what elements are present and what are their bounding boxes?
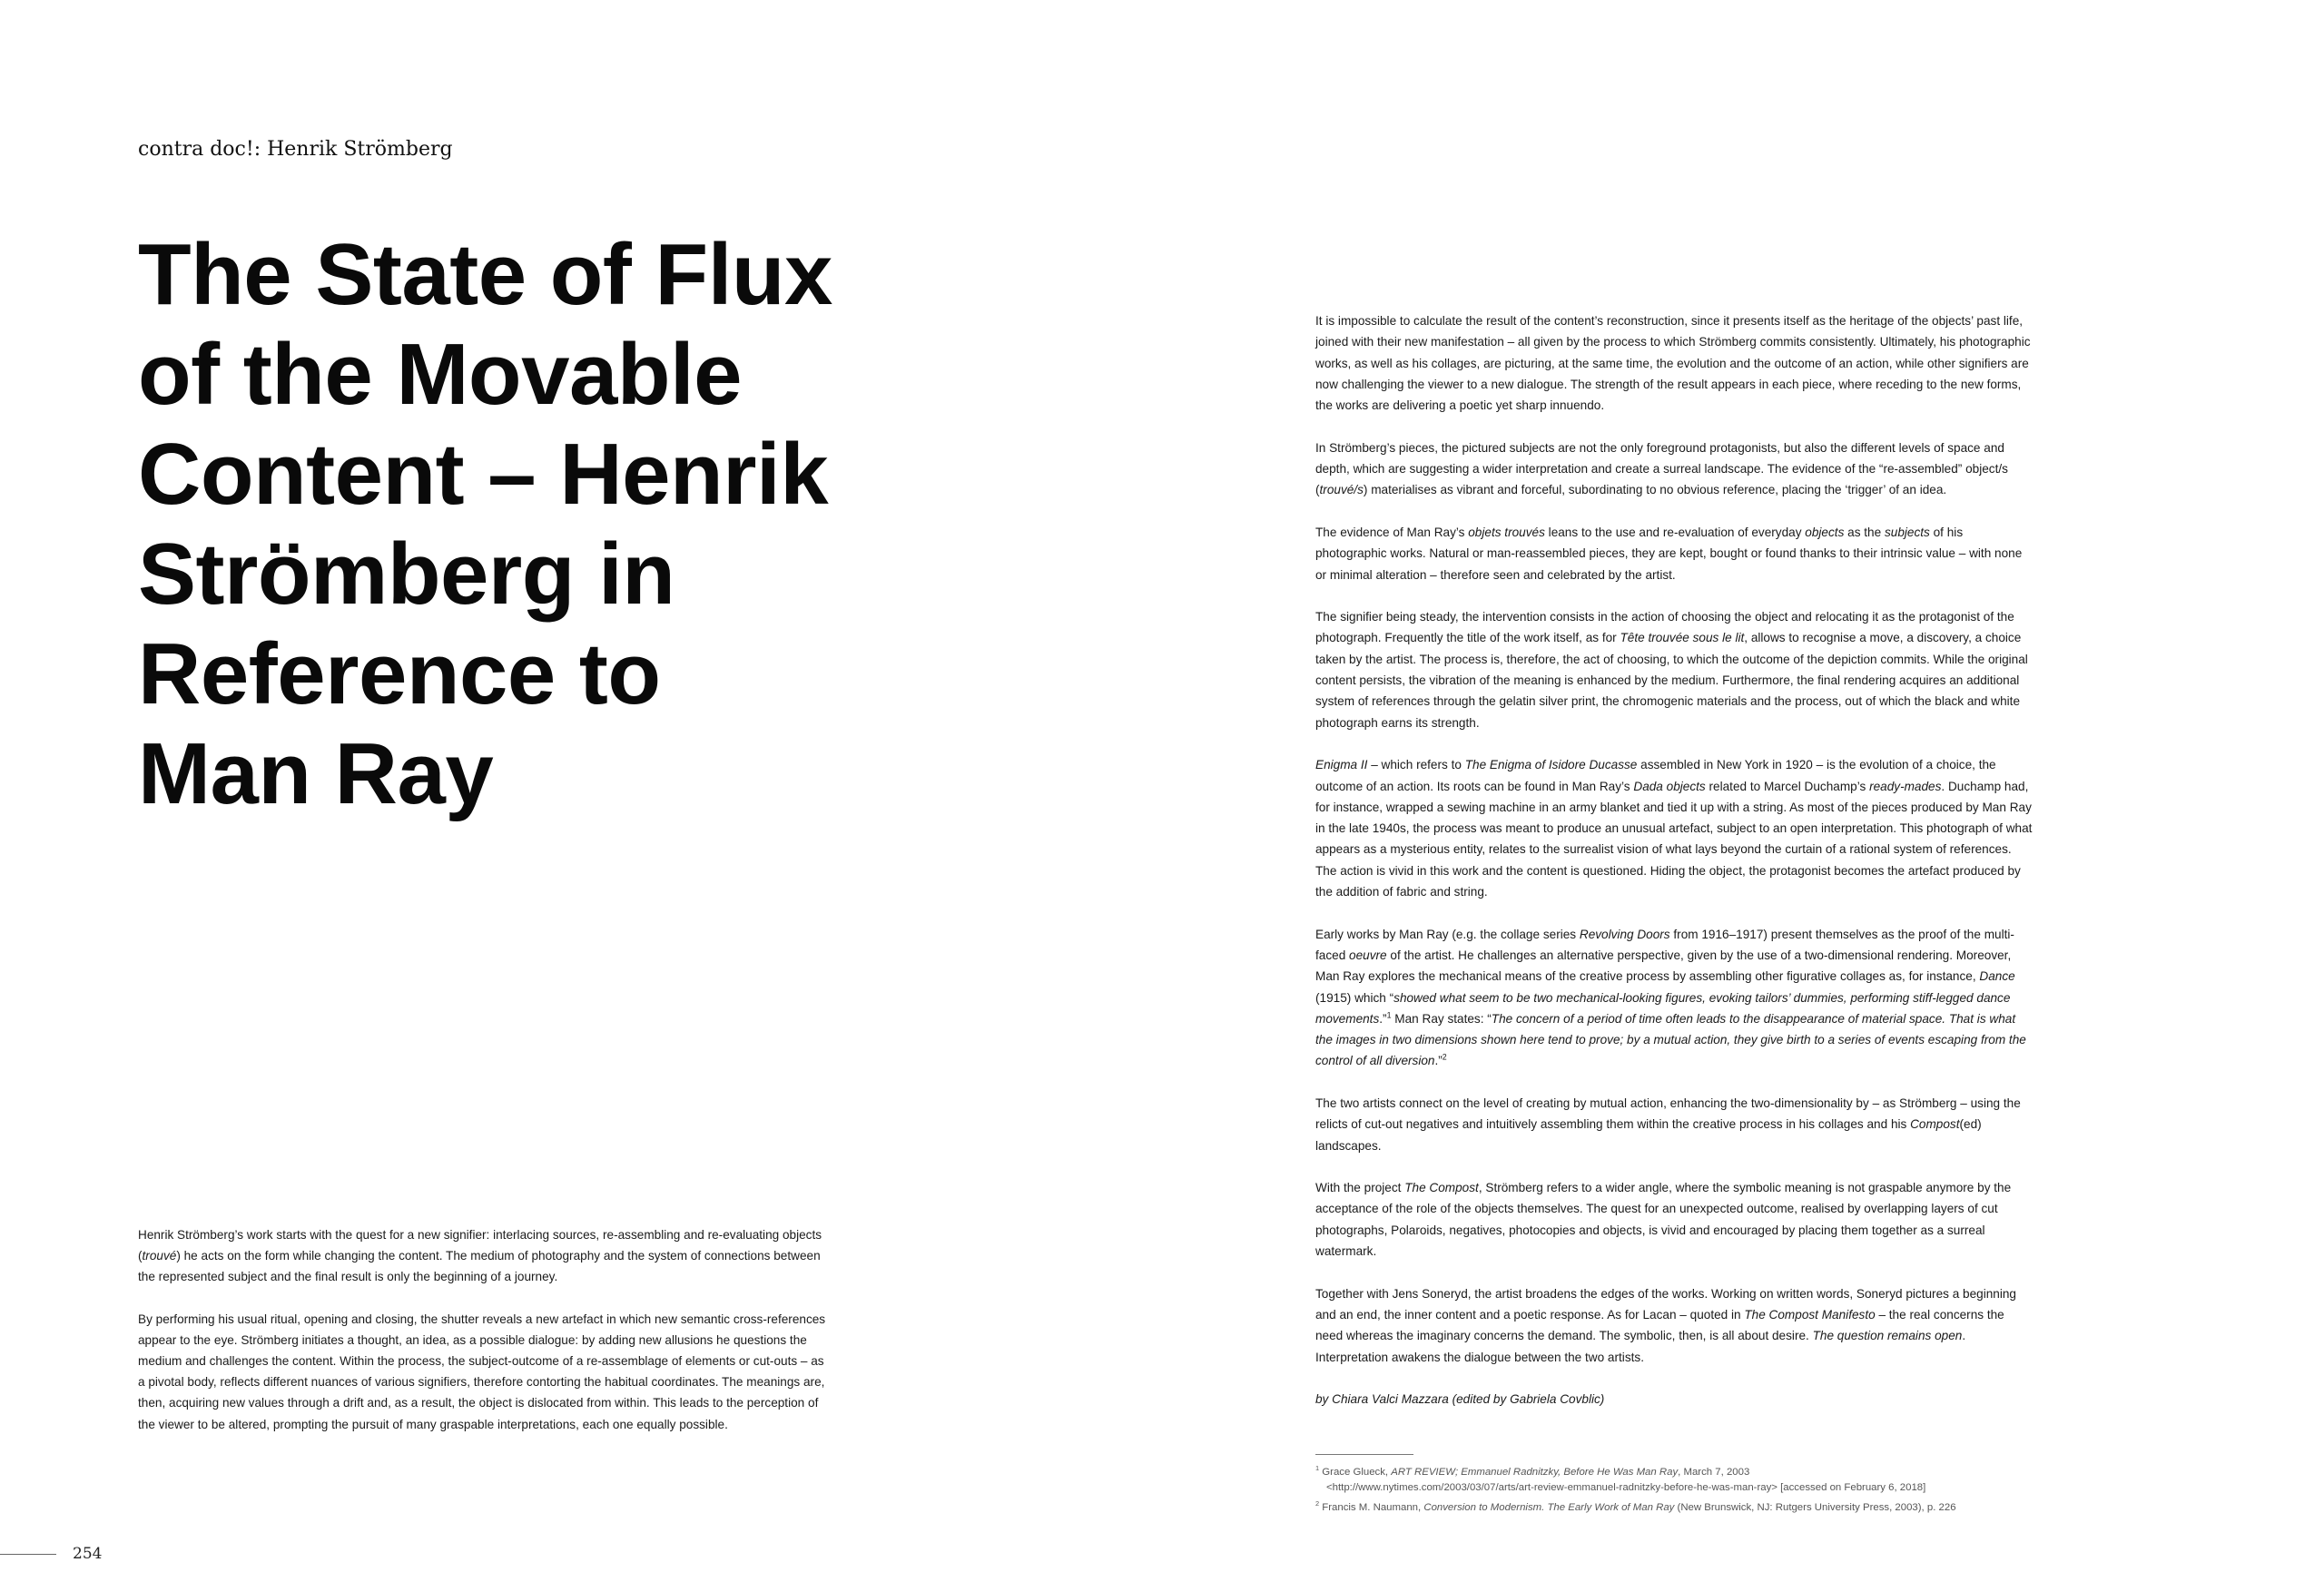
text-run: , March 7, 2003	[1678, 1467, 1750, 1478]
text-run: Man Ray states: “	[1391, 1011, 1492, 1026]
italic-run: Enigma II	[1315, 758, 1368, 772]
body-column	[1315, 310, 2033, 1410]
body-paragraph	[1315, 924, 2033, 1072]
italic-run: Tête trouvée sous le lit	[1620, 631, 1745, 645]
text-run: The signifier being steady, the intervention consists in the action of choosing the object and relocating it as the protagonist of the photograph. Frequently the title of the work itself, as for	[1315, 610, 2014, 645]
body-paragraph	[1315, 1177, 2033, 1262]
text-run: Early works by Man Ray (e.g. the collage series	[1315, 927, 1580, 941]
text-run: (New Brunswick, NJ: Rutgers University Press, 2003), p. 226	[1674, 1502, 1956, 1513]
title-line: Reference to	[138, 625, 661, 722]
body-paragraph	[1315, 754, 2033, 902]
text-run: as the	[1844, 525, 1885, 539]
page-number: 254	[73, 1545, 103, 1563]
text-run: .”	[1379, 1011, 1387, 1026]
text-run: Together with Jens Soneryd, the artist broadens the edges of the works. Working on written words, Soneryd pictures a beginning and an end, the inner content and a poetic response. As for Lacan – quoted in	[1315, 1286, 2016, 1322]
text-run: (ed) landscapes.	[1315, 1117, 1982, 1153]
intro-paragraph: By performing his usual ritual, opening and closing, the shutter reveals a new artefact in which new semantic cross-references appear to the eye. Strömberg initiates a thought, an idea, as a possible dialogue: by adding new allusions he questions the medium and challenges the content. Within the process, the subject-outcome of a re-assemblage of elements or cut-outs – as a pivotal body, reflects different nuances of various signifiers, therefore contorting the habitual coordinates. The meanings are, then, acquiring new values through a drift and, as a result, the object is dislocated from within. This leads to the perception of the viewer to be altered, prompting the pursuit of many graspable interpretations, each one equally possible.	[138, 1312, 826, 1431]
italic-run: The Compost	[1404, 1181, 1479, 1195]
text-run: , allows to recognise a move, a discovery, a choice taken by the artist. The process is, therefore, the act of choosing, to which the outcome of the depiction commits. While the original content persists, the vibration of the meaning is enhanced by the medium. Furthermore, the final rendering acquires an additional system of references through the gelatin silver print, the chromogenic materials and the process, out of which the black and white photograph earns its strength.	[1315, 631, 2028, 730]
byline: by Chiara Valci Mazzara (edited by Gabriela Covblic)	[1315, 1392, 1605, 1407]
italic-run: oeuvre	[1349, 948, 1387, 962]
text-run: leans to the use and re-evaluation of everyday	[1544, 525, 1806, 539]
body-paragraph	[1315, 1093, 2033, 1156]
footnote	[1315, 1500, 2060, 1516]
text-run: – which refers to	[1367, 758, 1465, 772]
folio-rule	[0, 1554, 56, 1555]
italic-run: showed what seem to be two mechanical-looking figures, evoking tailors’ dummies, performing stiff-legged dance movements	[1315, 990, 2011, 1026]
italic-run: objects	[1805, 525, 1845, 539]
footnote-url: <http://www.nytimes.com/2003/03/07/arts/art-review-emmanuel-radnitzky-before-he-was-man-ray> [accessed on February 6, 2018]	[1326, 1481, 1926, 1493]
intro-column	[138, 1224, 828, 1435]
text-run: Henrik Strömberg’s work starts with the quest for a new signifier: interlacing sources, re-assembling and re-evaluating objects (	[138, 1228, 822, 1263]
footnote-ref: 1	[1386, 1010, 1392, 1020]
italic-run: Dada objects	[1633, 779, 1706, 793]
italic-run: subjects	[1884, 525, 1930, 539]
running-head: contra doc!: Henrik Strömberg	[138, 138, 453, 161]
title-line: Content – Henrik	[138, 426, 829, 523]
text-run: .”	[1434, 1054, 1443, 1068]
footnotes	[1315, 1465, 2060, 1516]
footnote-divider	[1315, 1454, 1413, 1455]
title-line: The State of Flux	[138, 226, 832, 323]
text-run: The evidence of Man Ray’s	[1315, 525, 1469, 539]
body-paragraph	[1315, 437, 2033, 501]
text-run: of his photographic works. Natural or man-reassembled pieces, they are kept, bought or found thanks to their intrinsic value – with none or minimal alteration – therefore seen and celebrated by the artist.	[1315, 525, 2023, 582]
text-run: Francis M. Naumann,	[1319, 1502, 1424, 1513]
footnote-number: 1	[1315, 1464, 1320, 1473]
italic-run: Revolving Doors	[1579, 927, 1670, 941]
text-run: . Duchamp had, for instance, wrapped a sewing machine in an army blanket and tied it up with a string. As most of the pieces produced by Man Ray in the late 1940s, the process was meant to produce an unusual artefact, subject to an open interpretation. This photograph of what appears as a mysterious entity, relates to the surrealist vision of what lays beyond the curtain of a rational system of references. The action is vivid in this work and the content is questioned. Hiding the object, the protagonist becomes the artefact produced by the addition of fabric and string.	[1315, 779, 2033, 899]
intro-paragraph	[138, 1224, 828, 1288]
italic-run: ready-mades	[1869, 779, 1942, 793]
body-paragraph: It is impossible to calculate the result of the content’s reconstruction, since it presents itself as the heritage of the objects’ past life, joined with their new manifestation – all given by the process to which Strömberg commits consistently. Ultimately, his photographic works, as well as his collages, are picturing, at the same time, the evolution and the outcome of an action, while other signifiers are now challenging the viewer to a new dialogue. The strength of the result appears in each piece, where receding to the new forms, the works are delivering a poetic yet sharp innuendo.	[1315, 314, 2031, 413]
text-run: – the real concerns the need whereas the imaginary concerns the demand. The symbolic, then, is all about desire.	[1315, 1307, 2004, 1343]
italic-run: trouvé/s	[1319, 483, 1364, 497]
text-run: The two artists connect on the level of creating by mutual action, enhancing the two-dimensionality by – as Strömberg – using the relicts of cut-out negatives and intuitively assembling them within the creative process in his collages and his	[1315, 1096, 2021, 1132]
italic-run: Dance	[1979, 969, 2015, 984]
text-run: In Strömberg’s pieces, the pictured subjects are not the only foreground protagonists, but also the different levels of space and depth, which are suggesting a wider interpretation and create a surreal landscape. The evidence of the “re-assembled” object/s (	[1315, 440, 2008, 497]
text-run: ) materialises as vibrant and forceful, subordinating to no obvious reference, placing the ‘trigger’ of an idea.	[1363, 483, 1947, 497]
body-paragraph	[1315, 1283, 2033, 1368]
text-run: With the project	[1315, 1181, 1405, 1195]
text-run: ) he acts on the form while changing the content. The medium of photography and the system of connections between the represented subject and the final result is only the beginning of a journey.	[138, 1249, 821, 1284]
title-line: of the Movable	[138, 326, 743, 423]
italic-run: The Compost Manifesto	[1744, 1307, 1876, 1322]
body-paragraph	[1315, 522, 2033, 585]
text-run: from 1916–1917) present themselves as the proof of the multi-faced	[1315, 927, 2014, 962]
text-run: assembled in New York in 1920 – is the evolution of a choice, the outcome of an action. Its roots can be found in Man Ray’s	[1315, 758, 1996, 793]
italic-run: Conversion to Modernism. The Early Work of Man Ray	[1423, 1502, 1675, 1513]
text-run: related to Marcel Duchamp’s	[1705, 779, 1870, 793]
italic-run: objets trouvés	[1468, 525, 1545, 539]
italic-run: trouvé	[142, 1249, 177, 1263]
article-title	[138, 225, 955, 824]
title-line: Strömberg in	[138, 526, 675, 623]
footnote-number: 2	[1315, 1499, 1320, 1508]
footnote	[1315, 1465, 2060, 1495]
footnote-ref: 2	[1442, 1052, 1447, 1062]
text-run: of the artist. He challenges an alternative perspective, given by the use of a two-dimensional rendering. Moreover, Man Ray explores the mechanical means of the creative process by assembling other figurative collages as, for instance,	[1315, 948, 2012, 984]
text-run: Grace Glueck,	[1319, 1467, 1392, 1478]
italic-run: ART REVIEW; Emmanuel Radnitzky, Before He Was Man Ray	[1391, 1467, 1679, 1478]
text-run: . Interpretation awakens the dialogue between the two artists.	[1315, 1329, 1966, 1364]
title-line: Man Ray	[138, 725, 494, 822]
italic-run: The question remains open	[1812, 1329, 1963, 1343]
body-paragraph	[1315, 606, 2033, 733]
italic-run: The Enigma of Isidore Ducasse	[1464, 758, 1638, 772]
italic-run: Compost	[1910, 1117, 1960, 1132]
italic-run: The concern of a period of time often leads to the disappearance of material space. That is what the images in two dimensions shown here tend to prove; by a mutual action, they give birth to a series of events escaping from the control of all diversion	[1315, 1011, 2026, 1068]
text-run: (1915) which “	[1315, 990, 1394, 1005]
text-run: , Strömberg refers to a wider angle, where the symbolic meaning is not graspable anymore by the acceptance of the role of the objects themselves. The quest for an unexpected outcome, realised by overlapping layers of cut photographs, Polaroids, negatives, photocopies and objects, is vivid and encouraged by placing them together as a surreal watermark.	[1315, 1181, 2012, 1259]
